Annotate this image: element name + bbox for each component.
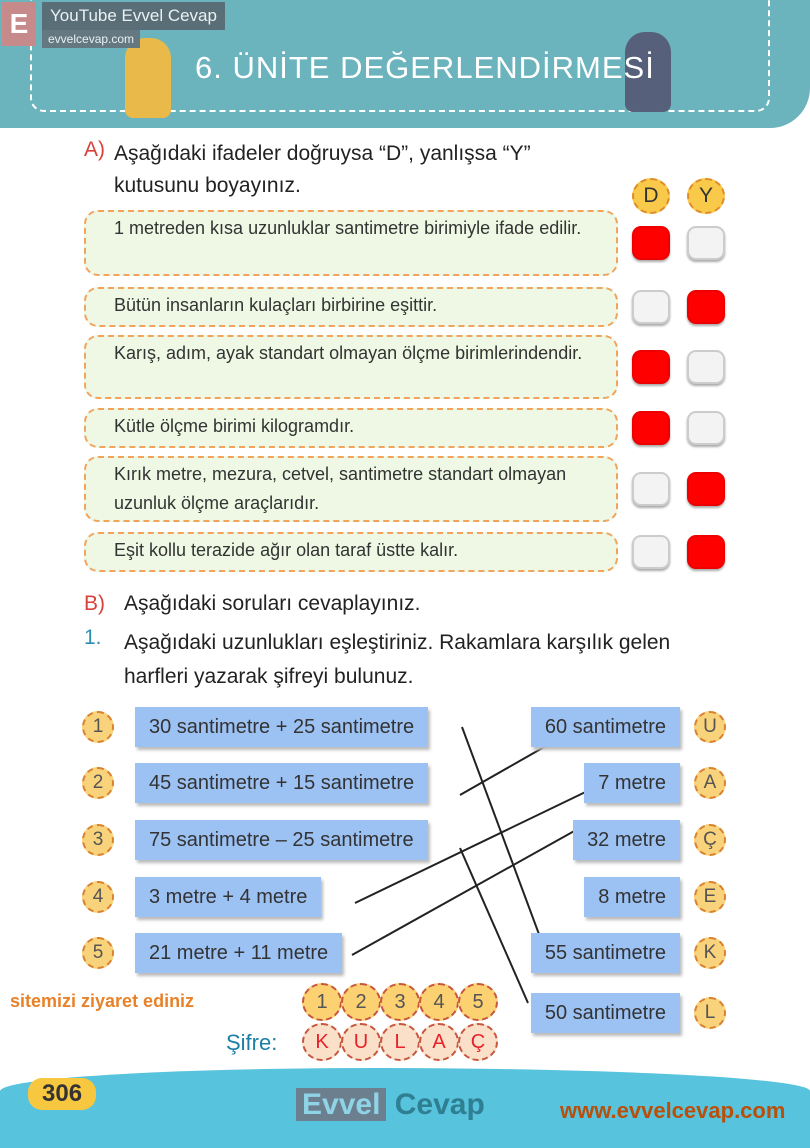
right-value: 60 santimetre <box>531 707 680 747</box>
cipher-label: Şifre: <box>226 1030 278 1055</box>
watermark-url: www.evvelcevap.com <box>560 1098 786 1123</box>
cipher-letter[interactable]: U <box>341 1023 381 1061</box>
question-number: 1. <box>84 626 102 649</box>
column-d: D <box>632 178 670 214</box>
match-line-1-k <box>462 727 543 945</box>
cipher-number: 5 <box>458 983 498 1021</box>
page-number: 306 <box>28 1078 96 1110</box>
statement-text: Kütle ölçme birimi kilogramdır. <box>114 416 355 436</box>
left-expression: 21 metre + 11 metre <box>135 933 342 973</box>
cipher-number: 3 <box>380 983 420 1021</box>
footer-brand <box>296 1088 485 1122</box>
right-letter: A <box>694 767 726 799</box>
right-value: 50 santimetre <box>531 993 680 1033</box>
right-value: 7 metre <box>584 763 680 803</box>
left-number: 2 <box>82 767 114 799</box>
left-expression: 30 santimetre + 25 santimetre <box>135 707 428 747</box>
right-letter: U <box>694 711 726 743</box>
section-a-letter: A) <box>84 138 105 161</box>
statement-text: Kırık metre, mezura, cetvel, santimetre standart olmayan uzunluk ölçme araçlarıdır. <box>114 464 567 513</box>
left-expression: 45 santimetre + 15 santimetre <box>135 763 428 803</box>
youtube-label: YouTube Evvel Cevap <box>42 2 225 30</box>
statement-text: 1 metreden kısa uzunluklar santimetre birimiyle ifade edilir. <box>114 218 582 238</box>
cipher-letter[interactable]: A <box>419 1023 459 1061</box>
right-letter: L <box>694 997 726 1029</box>
brand-cevap: Cevap <box>394 1088 485 1121</box>
match-line-3-l <box>460 848 528 1003</box>
section-a-instruction: Aşağıdaki ifadeler doğruysa “D”, yanlışsa “Y” kutusunu boyayınız. <box>114 142 531 197</box>
left-number: 3 <box>82 824 114 856</box>
cipher-number: 1 <box>302 983 342 1021</box>
site-label: evvelcevap.com <box>42 30 140 48</box>
left-number: 1 <box>82 711 114 743</box>
right-value: 32 metre <box>573 820 680 860</box>
column-y: Y <box>687 178 725 214</box>
right-letter: K <box>694 937 726 969</box>
right-value: 55 santimetre <box>531 933 680 973</box>
left-number: 4 <box>82 881 114 913</box>
cipher-number: 2 <box>341 983 381 1021</box>
right-letter: Ç <box>694 824 726 856</box>
statement-text: Eşit kollu terazide ağır olan taraf üstte kalır. <box>114 540 459 560</box>
cipher-number: 4 <box>419 983 459 1021</box>
cipher-letter[interactable]: Ç <box>458 1023 498 1061</box>
watermark-text: sitemizi ziyaret ediniz <box>10 991 195 1011</box>
page-title: 6. ÜNİTE DEĞERLENDİRMESİ <box>195 50 655 85</box>
left-expression: 3 metre + 4 metre <box>135 877 321 917</box>
cipher-letter[interactable]: L <box>380 1023 420 1061</box>
right-value: 8 metre <box>584 877 680 917</box>
statement-text: Bütün insanların kulaçları birbirine eşittir. <box>114 295 438 315</box>
question-text: Aşağıdaki uzunlukları eşleştiriniz. Rakamlara karşılık gelen harfleri yazarak şifreyi bulunuz. <box>124 631 671 688</box>
left-expression: 75 santimetre – 25 santimetre <box>135 820 428 860</box>
left-number: 5 <box>82 937 114 969</box>
brand-evvel: Evvel <box>296 1088 386 1121</box>
section-b-instruction: Aşağıdaki soruları cevaplayınız. <box>124 592 421 615</box>
logo: E <box>2 2 36 46</box>
right-letter: E <box>694 881 726 913</box>
statement-text: Karış, adım, ayak standart olmayan ölçme birimlerindendir. <box>114 343 583 363</box>
section-b-letter: B) <box>84 592 105 615</box>
cipher-letter[interactable]: K <box>302 1023 342 1061</box>
